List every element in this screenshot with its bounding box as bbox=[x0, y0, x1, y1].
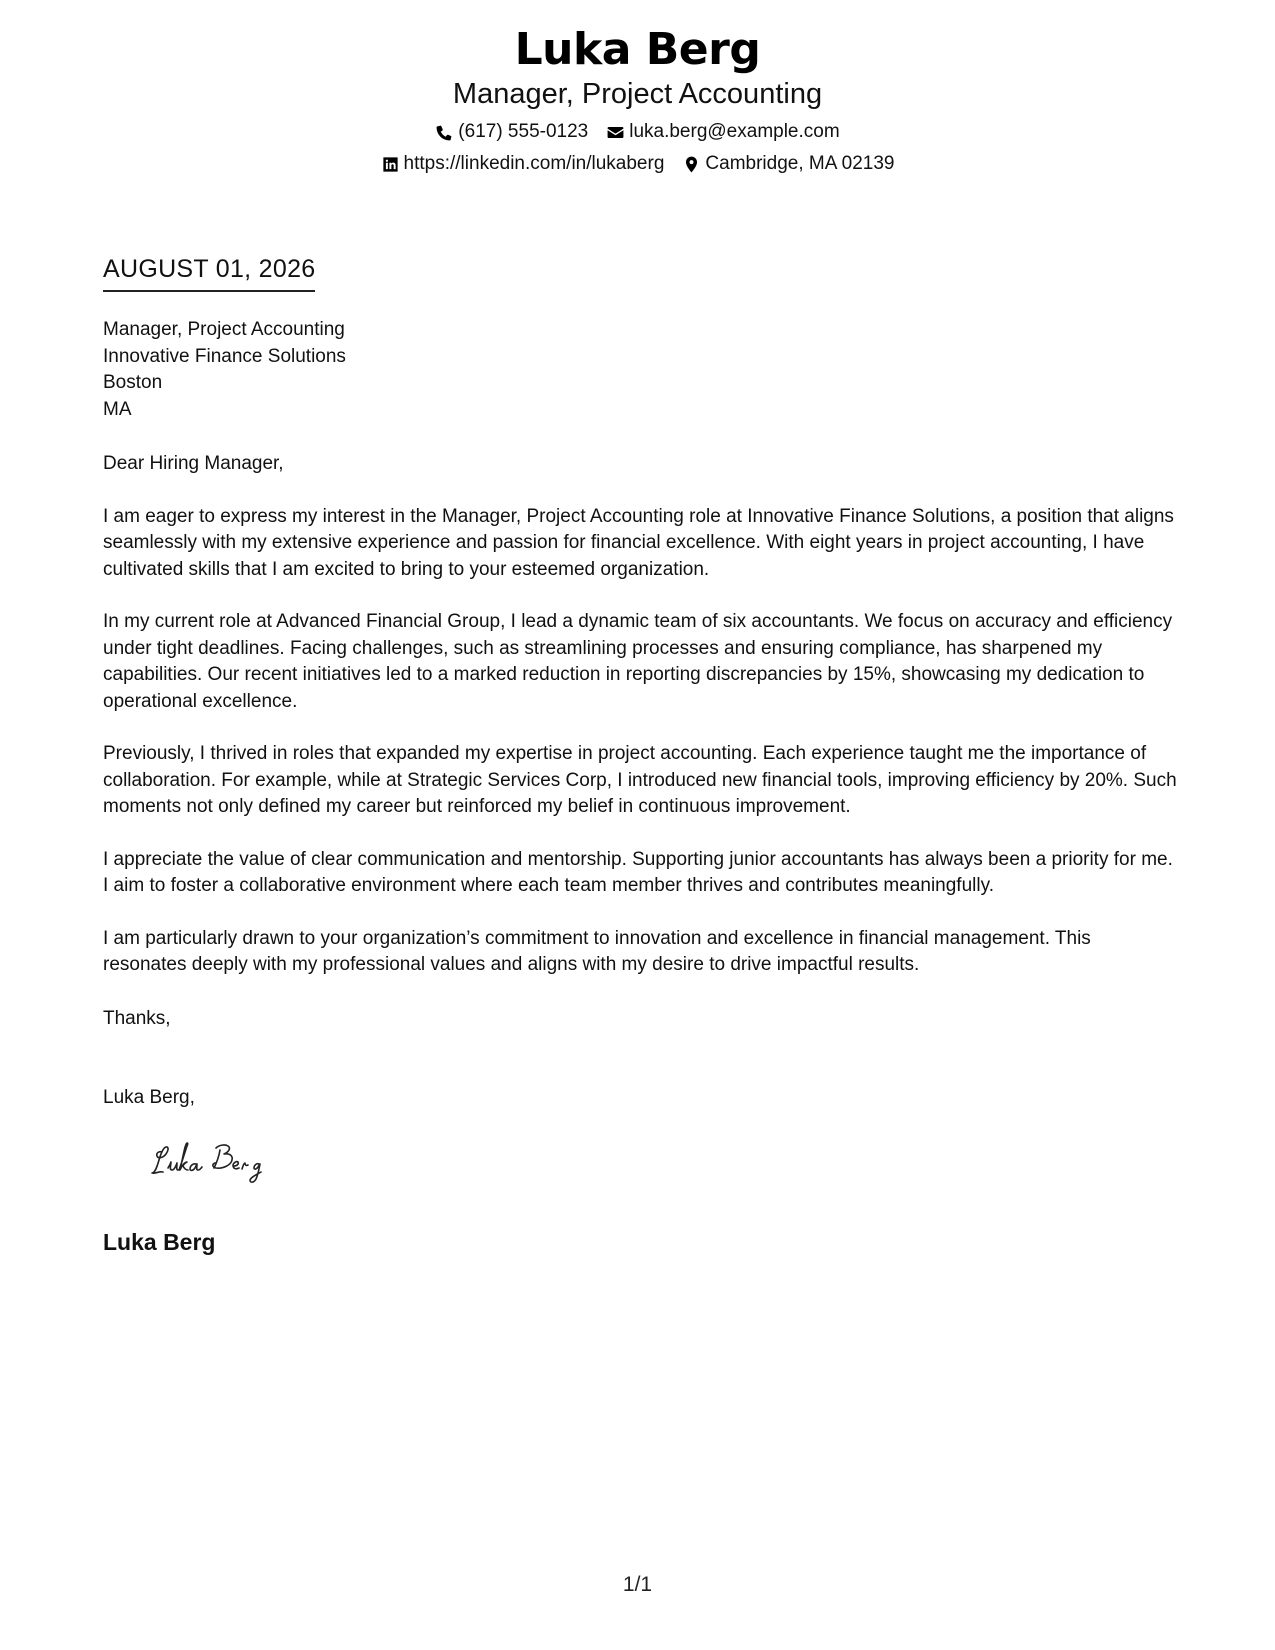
location-text: Cambridge, MA 02139 bbox=[705, 153, 895, 174]
body-paragraph: I appreciate the value of clear communication and mentorship. Supporting junior accountants has always been a priority for me. I aim to foster a collaborative environment where each team member thrives and contributes meaningfully. bbox=[103, 848, 1173, 896]
linkedin-icon bbox=[381, 155, 400, 174]
contact-linkedin[interactable] bbox=[381, 152, 665, 176]
applicant-title: Manager, Project Accounting bbox=[452, 78, 823, 110]
contact-email[interactable] bbox=[606, 120, 839, 144]
salutation: Dear Hiring Manager, bbox=[103, 453, 284, 474]
recipient-state: MA bbox=[103, 398, 132, 420]
body-paragraph: I am eager to express my interest in the Manager, Project Accounting role at Innovative Finance Solutions, a position that aligns seamlessly with my extensive experience and passion for financial excellence. With eight years in project accounting, I have cultivated skills that I am excited to bring to your esteemed organization. bbox=[103, 505, 1174, 580]
recipient-address bbox=[103, 317, 346, 423]
letter-header bbox=[0, 22, 1275, 176]
phone-text: (617) 555-0123 bbox=[458, 121, 589, 142]
body-paragraph: I am particularly drawn to your organization’s commitment to innovation and excellence in financial management. This resonates deeply with my professional values and aligns with my desire to drive impactful results. bbox=[103, 927, 1091, 975]
email-text: luka.berg@example.com bbox=[629, 121, 840, 142]
body-paragraph: Previously, I thrived in roles that expanded my expertise in project accounting. Each experience taught me the importance of collaboration. For example, while at Strategic Services Corp, I introduced new financial tools, improving efficiency by 20%. Such moments not only defined my career but reinforced my belief in continuous improvement. bbox=[103, 743, 1177, 817]
phone-icon bbox=[435, 123, 454, 142]
envelope-icon bbox=[606, 123, 625, 142]
letter-body bbox=[103, 451, 1178, 1005]
body-paragraph: In my current role at Advanced Financial Group, I lead a dynamic team of six accountants. We focus on accuracy and efficiency under tight deadlines. Facing challenges, such as streamlining processes and ensuring compliance, has sharpened my capabilities. Our recent initiatives led to a marked reduction in reporting discrepancies by 15%, showcasing my dedication to operational excellence. bbox=[103, 611, 1173, 712]
typed-signature-name: Luka Berg bbox=[103, 1229, 216, 1255]
closing-line: Thanks, bbox=[103, 1008, 171, 1029]
recipient-company: Innovative Finance Solutions bbox=[103, 345, 346, 367]
recipient-city: Boston bbox=[103, 372, 163, 393]
linkedin-text: https://linkedin.com/in/lukaberg bbox=[403, 153, 665, 174]
page-number: 1/1 bbox=[622, 1573, 653, 1596]
contact-row-primary bbox=[0, 120, 1275, 144]
contact-location bbox=[682, 152, 894, 176]
signoff-line: Luka Berg, bbox=[103, 1087, 195, 1108]
contact-phone[interactable] bbox=[435, 120, 588, 144]
map-marker-icon bbox=[682, 155, 701, 174]
handwritten-signature bbox=[148, 1138, 318, 1188]
recipient-position: Manager, Project Accounting bbox=[103, 319, 345, 340]
contact-row-secondary bbox=[0, 152, 1275, 176]
letter-date: AUGUST 01, 2026 bbox=[103, 254, 315, 292]
letter-date-block bbox=[103, 254, 315, 292]
applicant-name: Luka Berg bbox=[514, 24, 761, 75]
